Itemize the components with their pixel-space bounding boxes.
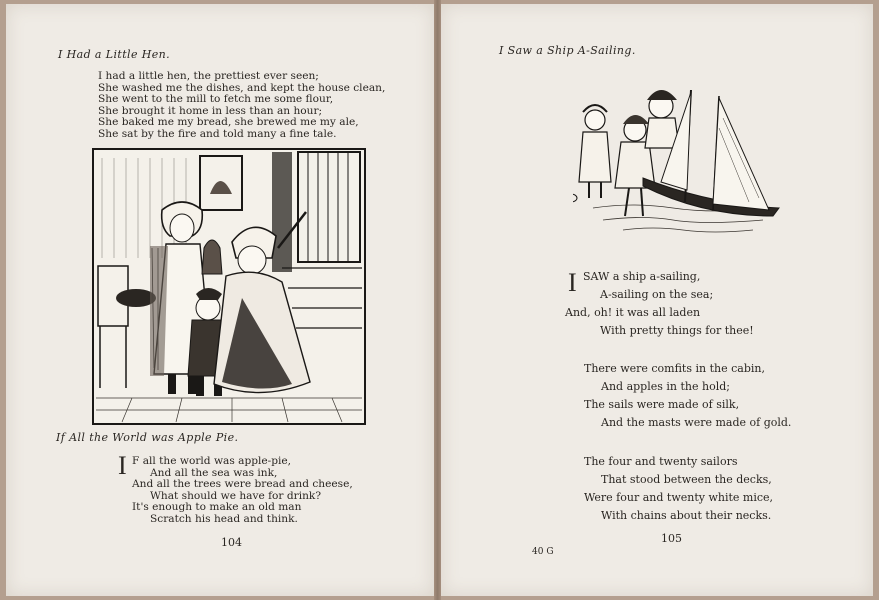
- poem-line: There were comfits in the cabin,: [584, 362, 765, 375]
- poem-line: She went to the mill to fetch me some flour,: [98, 93, 334, 106]
- pie-poem: [132, 456, 353, 526]
- hen-poem-heading: I Had a Little Hen.: [58, 48, 171, 61]
- stanza-1: [565, 268, 754, 340]
- page-number: 104: [221, 536, 242, 549]
- poem-line: And the masts were made of gold.: [601, 416, 792, 429]
- poem-line: What should we have for drink?: [150, 489, 322, 502]
- poem-line: She baked me my bread, she brewed me my ale,: [98, 116, 359, 129]
- ship-drop-cap: I: [568, 268, 577, 297]
- poem-line: F all the world was apple-pie,: [132, 455, 292, 467]
- poem-line: And all the trees were bread and cheese,: [132, 478, 353, 491]
- poem-line: She sat by the fire and told many a fine tale.: [98, 127, 337, 140]
- hen-poem: [98, 71, 385, 141]
- poem-line: And all the sea was ink,: [150, 466, 278, 479]
- left-page: [6, 4, 434, 596]
- signature-mark: 40 G: [532, 547, 554, 557]
- poem-line: Scratch his head and think.: [150, 512, 298, 525]
- poem-line: The sails were made of silk,: [584, 398, 740, 411]
- book-gutter: [434, 0, 441, 600]
- poem-line: I had a little hen, the prettiest ever seen;: [98, 70, 319, 82]
- sailboat-illustration: [573, 78, 785, 240]
- poem-line: Were four and twenty white mice,: [584, 491, 774, 504]
- ship-poem-heading: I Saw a Ship A-Sailing.: [499, 44, 636, 57]
- poem-line: And apples in the hold;: [601, 380, 730, 393]
- poem-line: She brought it home in less than an hour;: [98, 104, 323, 117]
- right-page: [441, 4, 873, 596]
- poem-line: With chains about their necks.: [601, 509, 772, 522]
- poem-line: She washed me the dishes, and kept the house clean,: [98, 81, 386, 94]
- poem-line: The four and twenty sailors: [584, 455, 738, 468]
- poem-line: It's enough to make an old man: [132, 501, 302, 514]
- poem-line: That stood between the decks,: [601, 473, 772, 486]
- poem-line: And, oh! it was all laden: [565, 306, 701, 319]
- poem-line: A-sailing on the sea;: [600, 288, 714, 301]
- pie-drop-cap: I: [118, 451, 127, 480]
- cottage-illustration: [92, 148, 366, 425]
- stanza-3: [584, 453, 773, 525]
- pie-poem-heading: If All the World was Apple Pie.: [56, 431, 239, 444]
- poem-line: SAW a ship a-sailing,: [583, 270, 701, 283]
- page-number: 105: [661, 532, 682, 545]
- stanza-2: [584, 360, 791, 432]
- poem-line: With pretty things for thee!: [600, 324, 754, 337]
